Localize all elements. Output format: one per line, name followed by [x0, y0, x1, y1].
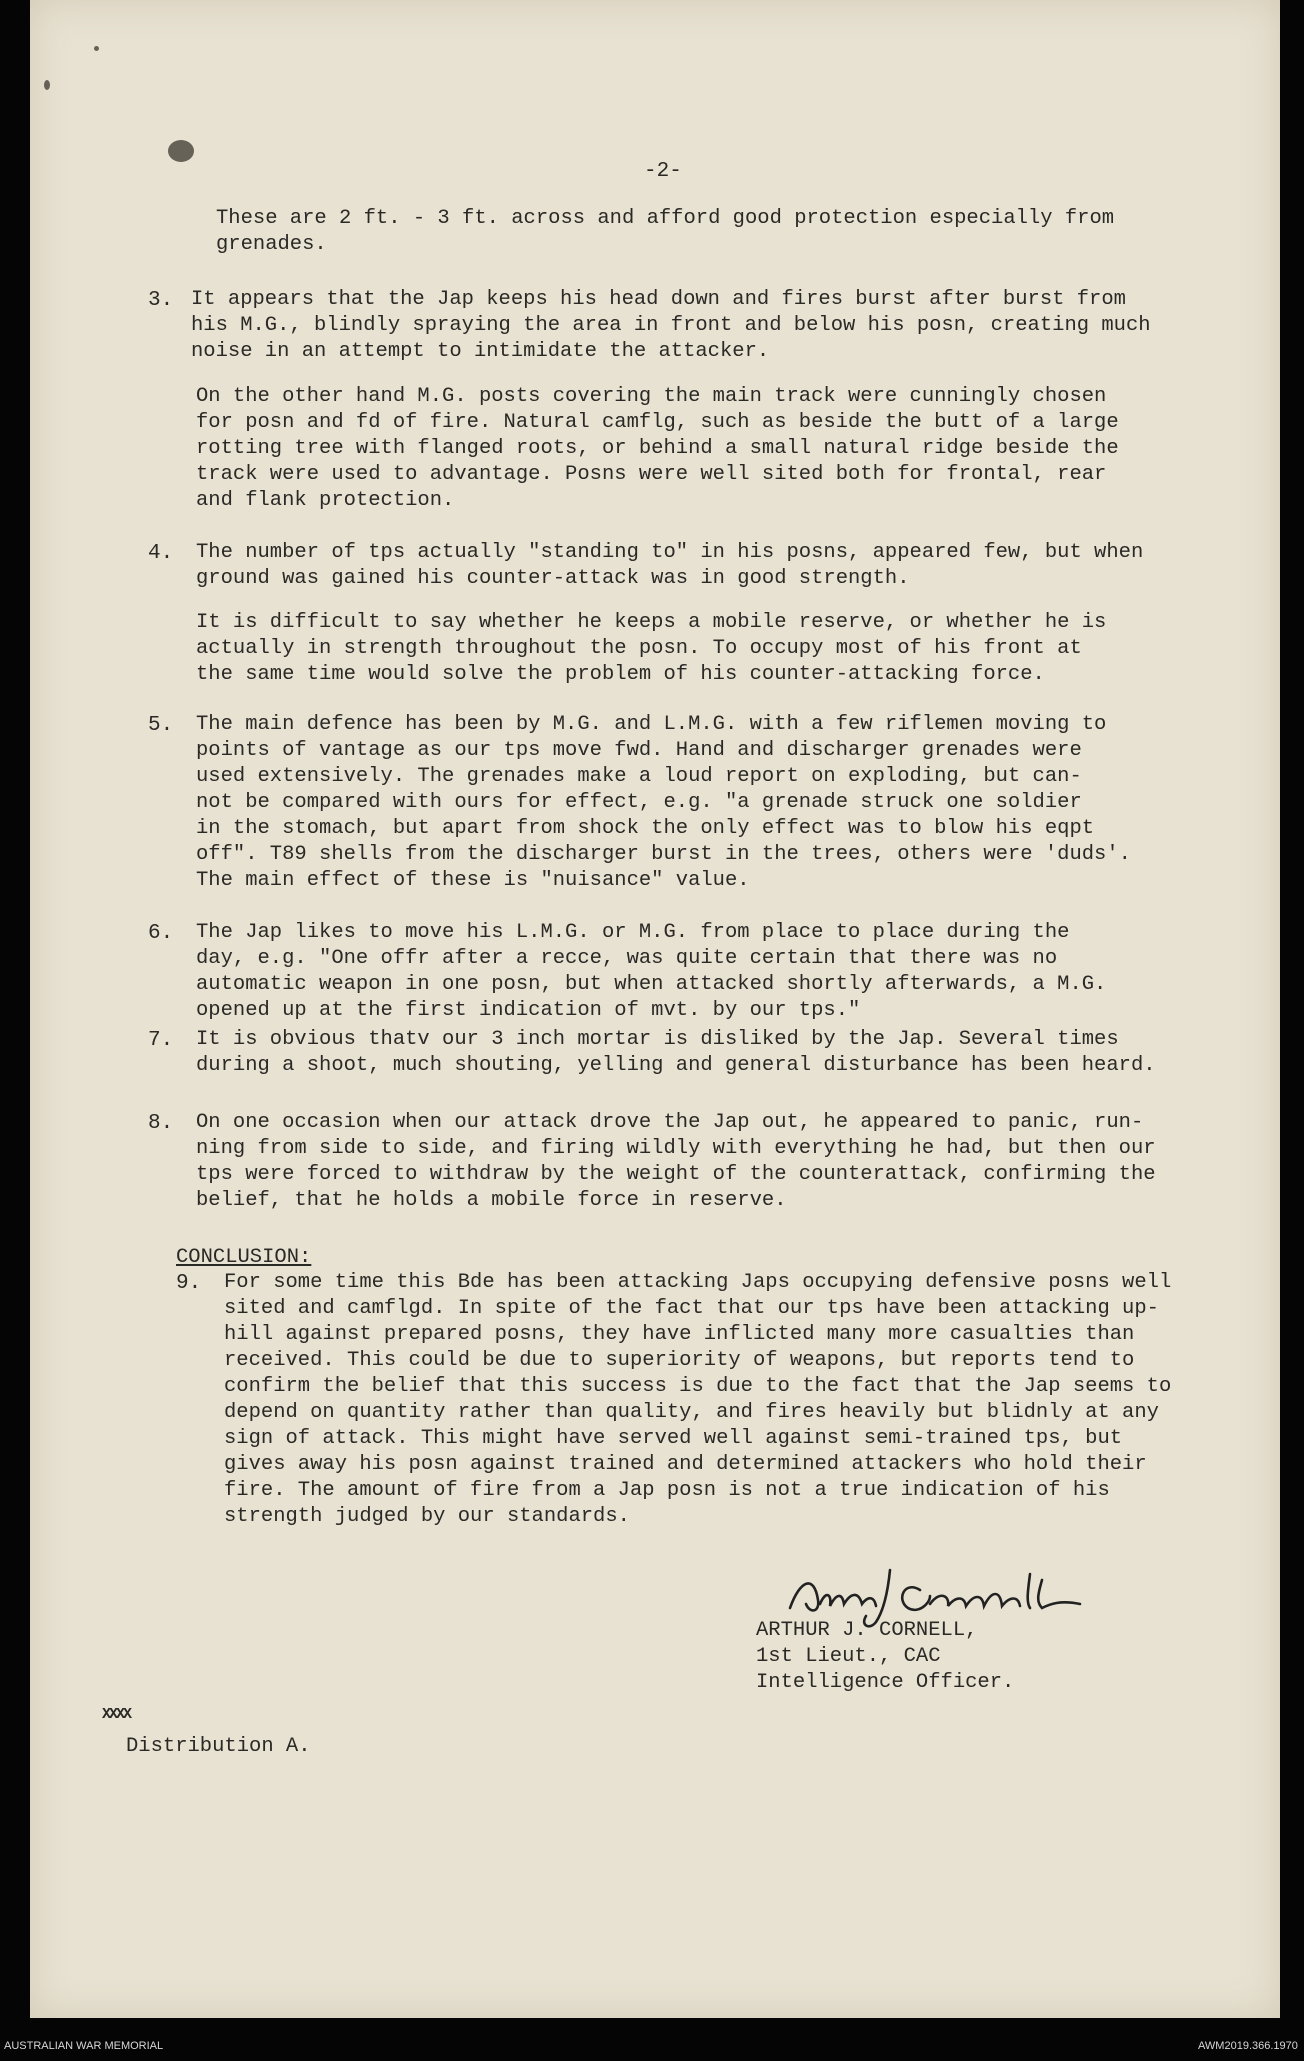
paragraph [216, 206, 1114, 258]
text-line: actually in strength throughout the posn. To occupy most of his front at [196, 637, 1082, 660]
text-line: The Jap likes to move his L.M.G. or M.G. from place to place during the [196, 921, 1070, 944]
text-line: confirm the belief that this success is due to the fact that the Jap seems to [224, 1375, 1172, 1398]
paragraph-number: 4. [148, 542, 174, 565]
text-line: belief, that he holds a mobile force in reserve. [196, 1189, 787, 1212]
text-line: The number of tps actually "standing to" in his posns, appeared few, but when [196, 541, 1144, 564]
paragraph [196, 610, 1106, 688]
text-line: 1st Lieut., CAC [756, 1645, 941, 1668]
paragraph [196, 384, 1119, 514]
paragraph-number: 3. [148, 289, 174, 312]
paragraph-number: 7. [148, 1029, 174, 1052]
text-line: received. This could be due to superiority of weapons, but reports tend to [224, 1349, 1135, 1372]
footer-right: AWM2019.366.1970 [1198, 2040, 1298, 2052]
conclusion-number: 9. [176, 1272, 202, 1295]
text-line: fire. The amount of fire from a Jap posn is not a true indication of his [224, 1479, 1110, 1502]
text-line: grenades. [216, 233, 327, 256]
text-line: Intelligence Officer. [756, 1671, 1015, 1694]
text-line: automatic weapon in one posn, but when attacked shortly afterwards, a M.G. [196, 973, 1107, 996]
text-line: day, e.g. "One offr after a recce, was quite certain that there was no [196, 947, 1058, 970]
text-line: ning from side to side, and firing wildly with everything he had, but then our [196, 1137, 1156, 1160]
paragraph-number: 8. [148, 1112, 174, 1135]
text-line: tps were forced to withdraw by the weight of the counterattack, confirming the [196, 1163, 1156, 1186]
text-line: The main effect of these is "nuisance" value. [196, 869, 750, 892]
text-line: not be compared with ours for effect, e.g. "a grenade struck one soldier [196, 791, 1082, 814]
conclusion-heading: CONCLUSION: [176, 1246, 312, 1269]
text-line: On one occasion when our attack drove the Jap out, he appeared to panic, run- [196, 1111, 1144, 1134]
paragraph [191, 287, 1151, 365]
conclusion-paragraph [224, 1270, 1171, 1530]
text-line: rotting tree with flanged roots, or behind a small natural ridge beside the [196, 437, 1119, 460]
text-line: For some time this Bde has been attacking Japs occupying defensive posns well [224, 1271, 1172, 1294]
footer-left: AUSTRALIAN WAR MEMORIAL [4, 2040, 164, 2052]
text-line: his M.G., blindly spraying the area in front and below his posn, creating much [191, 314, 1151, 337]
text-line: off". T89 shells from the discharger burst in the trees, others were 'duds'. [196, 843, 1131, 866]
text-line: points of vantage as our tps move fwd. Hand and discharger grenades were [196, 739, 1082, 762]
text-line: On the other hand M.G. posts covering the main track were cunningly chosen [196, 385, 1107, 408]
text-line: the same time would solve the problem of his counter-attacking force. [196, 663, 1045, 686]
text-line: depend on quantity rather than quality, and fires heavily but blidnly at any [224, 1401, 1159, 1424]
paragraph [196, 1027, 1156, 1079]
text-line: opened up at the first indication of mvt. by our tps." [196, 999, 861, 1022]
paragraph [196, 920, 1106, 1024]
text-line: for posn and fd of fire. Natural camflg, such as beside the butt of a large [196, 411, 1119, 434]
text-line: sign of attack. This might have served well against semi-trained tps, but [224, 1427, 1123, 1450]
text-line: The main defence has been by M.G. and L.M.G. with a few riflemen moving to [196, 713, 1107, 736]
paper-stain [168, 140, 194, 162]
signature-block [756, 1618, 1014, 1696]
paragraph-number: 6. [148, 922, 174, 945]
text-line: It is obvious thatv our 3 inch mortar is disliked by the Jap. Several times [196, 1028, 1119, 1051]
distribution-line: Distribution A. [126, 1735, 311, 1758]
text-line: during a shoot, much shouting, yelling and general disturbance has been heard. [196, 1054, 1156, 1077]
paragraph [196, 540, 1143, 592]
paragraph-number: 5. [148, 714, 174, 737]
text-line: gives away his posn against trained and determined attackers who hold their [224, 1453, 1147, 1476]
text-line: strength judged by our standards. [224, 1505, 630, 1528]
struck-text: XXXX [102, 1706, 131, 1723]
text-line: in the stomach, but apart from shock the only effect was to blow his eqpt [196, 817, 1095, 840]
document-page [30, 0, 1280, 2018]
paper-stain [94, 46, 99, 51]
text-line: These are 2 ft. - 3 ft. across and afford good protection especially from [216, 207, 1115, 230]
text-line: ground was gained his counter-attack was in good strength. [196, 567, 910, 590]
text-line: used extensively. The grenades make a loud report on exploding, but can- [196, 765, 1082, 788]
text-line: It is difficult to say whether he keeps a mobile reserve, or whether he is [196, 611, 1107, 634]
text-line: ARTHUR J. CORNELL, [756, 1619, 978, 1642]
text-line: noise in an attempt to intimidate the attacker. [191, 340, 770, 363]
paragraph [196, 1110, 1156, 1214]
text-line: and flank protection. [196, 489, 455, 512]
paper-stain [44, 80, 50, 90]
text-line: It appears that the Jap keeps his head down and fires burst after burst from [191, 288, 1126, 311]
page-number: -2- [644, 160, 682, 183]
text-line: hill against prepared posns, they have inflicted many more casualties than [224, 1323, 1135, 1346]
text-line: track were used to advantage. Posns were well sited both for frontal, rear [196, 463, 1107, 486]
paragraph [196, 712, 1131, 894]
text-line: sited and camflgd. In spite of the fact that our tps have been attacking up- [224, 1297, 1159, 1320]
